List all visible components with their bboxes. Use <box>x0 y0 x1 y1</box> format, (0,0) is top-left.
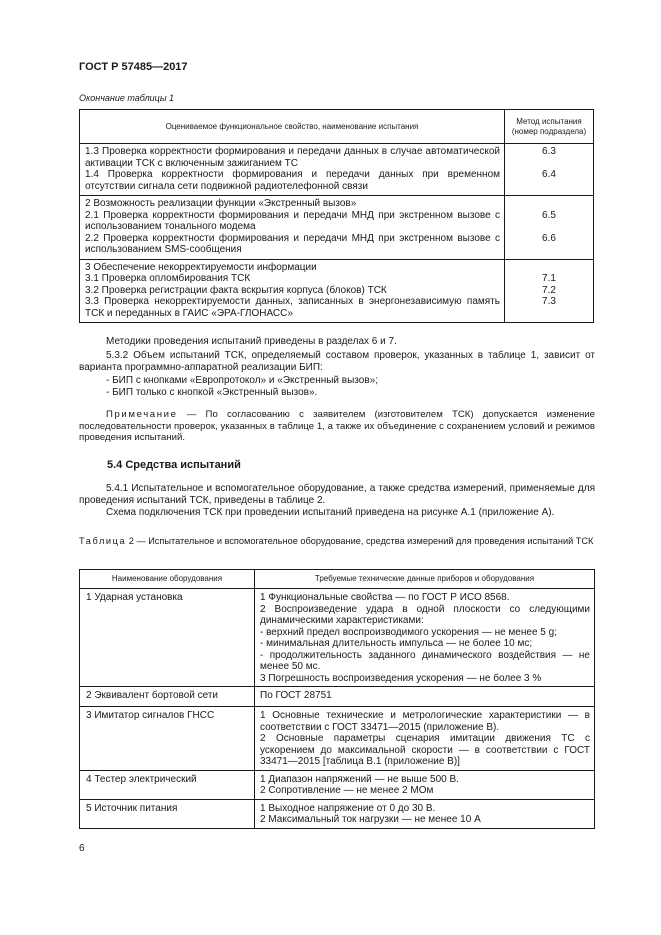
table2-spec-line: 1 Функциональные свойства — по ГОСТ Р ИСО 8568. <box>260 592 510 603</box>
table1-method-code: 7.2 <box>542 284 556 296</box>
table1-method-cell <box>505 196 594 260</box>
note-label: Примечание <box>106 409 178 420</box>
table1-method-code: 6.5 <box>542 209 556 221</box>
table1-line: 2.2 Проверка корректности формирования и передачи МНД при экстренном вызове с использованием SMS-сообщения <box>85 232 500 255</box>
bullet-list <box>79 375 595 398</box>
table2-row <box>80 589 595 687</box>
table2-row <box>80 770 595 799</box>
table2-specs-cell <box>255 707 595 771</box>
table2-spec-line: 1 Диапазон напряжений — не выше 500 В. <box>260 773 459 785</box>
bullet-item: - БИП с кнопками «Европротокол» и «Экстренный вызов»; <box>106 375 378 386</box>
section-heading: 5.4 Средства испытаний <box>107 459 241 471</box>
table1-row <box>80 259 594 323</box>
table1-row <box>80 196 594 260</box>
table1-line: 1.3 Проверка корректности формирования и передачи данных в случае автоматической активации ТСК с включенным зажиганием ТС <box>85 146 500 169</box>
table1-property-cell <box>80 196 505 260</box>
table1-method-code: 7.3 <box>542 296 556 307</box>
table1-row <box>80 144 594 196</box>
paragraph-5-3-2: 5.3.2 Объем испытаний ТСК, определяемый составом проверок, указанных в таблице 1, зависит от варианта программно-аппаратной реализации БИП: <box>79 350 595 373</box>
table1-method-cell <box>505 259 594 323</box>
paragraph-methods: Методики проведения испытаний приведены в разделах 6 и 7. <box>106 336 397 347</box>
table2-spec-line: 3 Погрешность воспроизведения ускорения — не более 3 % <box>260 672 542 684</box>
table2-header-specs: Требуемые технические данные приборов и оборудования <box>255 570 595 589</box>
table1 <box>79 109 594 323</box>
table2-row <box>80 799 595 828</box>
note <box>79 409 595 444</box>
table1-line: 3.2 Проверка регистрации факта вскрытия корпуса (блоков) ТСК <box>85 284 387 296</box>
table1-header-method: Метод испытания (номер подраздела) <box>505 110 594 144</box>
table2-spec-line: 2 Максимальный ток нагрузки — не менее 10 А <box>260 814 481 825</box>
table2-name-cell: 1 Ударная установка <box>80 589 255 687</box>
table2-specs-cell <box>255 687 595 707</box>
table2-name-cell: 2 Эквивалент бортовой сети <box>80 687 255 707</box>
table1-line: 3.1 Проверка опломбирования ТСК <box>85 273 251 284</box>
table2-specs-cell <box>255 799 595 828</box>
note-text: — По согласованию с заявителем (изготовителем ТСК) допускается изменение последовательности проверок, указанных в таблице 1, а также их объединение с сохранением условий и режимов проведения испытаний. <box>79 409 595 443</box>
table2-spec-line: 1 Основные технические и метрологические характеристики — в соответствии с ГОСТ 33471—2015 (приложение В). <box>260 710 590 733</box>
table1-method-code: 7.1 <box>542 273 556 284</box>
table1-method-code: 6.4 <box>542 169 556 180</box>
table2-spec-line: По ГОСТ 28751 <box>260 690 332 701</box>
table1-header-row <box>80 110 594 144</box>
table1-line: 2.1 Проверка корректности формирования и передачи МНД при экстренном вызове с использованием тонального модема <box>85 209 500 232</box>
paragraph-5-4-1: 5.4.1 Испытательное и вспомогательное оборудование, а также средства измерений, применяемые для проведения испытаний ТСК, приведены в таблице 2. <box>79 483 595 506</box>
table1-method-code: 6.6 <box>542 232 556 244</box>
paragraph-scheme: Схема подключения ТСК при проведении испытаний приведена на рисунке А.1 (приложение А). <box>106 507 555 518</box>
page-number: 6 <box>79 843 85 854</box>
table1-method-code: 6.3 <box>542 146 556 157</box>
table2-spec-line: - верхний предел воспроизводимого ускорения — не менее 5 g; <box>260 626 557 638</box>
table2-header-name: Наименование оборудования <box>80 570 255 589</box>
table2-name-cell: 5 Источник питания <box>80 799 255 828</box>
table2-caption-label: Таблица <box>79 536 127 546</box>
table2-spec-line: - минимальная длительность импульса — не более 10 мс; <box>260 638 533 649</box>
table1-line: 2 Возможность реализации функции «Экстренный вызов» <box>85 198 357 209</box>
table2-spec-line: - продолжительность заданного динамического воздействия — не менее 50 мс. <box>260 649 590 672</box>
table1-property-cell <box>80 144 505 196</box>
table1-property-cell <box>80 259 505 323</box>
table2-row <box>80 707 595 771</box>
table1-line: 3.3 Проверка некорректируемости данных, записанных в энергонезависимую память ТСК и переданных в ГАИС «ЭРА-ГЛОНАСС» <box>85 296 500 319</box>
table1-line: 1.4 Проверка корректности формирования и передачи данных при временном отсутствии сигнала сети подвижной радиотелефонной связи <box>85 169 500 192</box>
table2-header-row <box>80 570 595 589</box>
table2-spec-line: 1 Выходное напряжение от 0 до 30 В. <box>260 802 436 814</box>
table2-spec-line: 2 Сопротивление — не менее 2 МОм <box>260 785 434 796</box>
table2-name-cell: 4 Тестер электрический <box>80 770 255 799</box>
table1-caption: Окончание таблицы 1 <box>79 93 174 103</box>
table2-caption-text: 2 — Испытательное и вспомогательное оборудование, средства измерений для проведения испытаний ТСК <box>126 536 594 546</box>
table2-specs-cell <box>255 589 595 687</box>
document-header: ГОСТ Р 57485—2017 <box>79 61 188 73</box>
table2-caption <box>79 536 595 547</box>
table1-method-cell <box>505 144 594 196</box>
bullet-item: - БИП только с кнопкой «Экстренный вызов». <box>106 386 318 398</box>
table2-row <box>80 687 595 707</box>
table2-spec-line: 2 Воспроизведение удара в одной плоскости со следующими динамическими характеристиками: <box>260 603 590 626</box>
table2 <box>79 569 595 829</box>
table2-specs-cell <box>255 770 595 799</box>
table1-header-property: Оцениваемое функциональное свойство, наименование испытания <box>80 110 505 144</box>
table2-name-cell: 3 Имитатор сигналов ГНСС <box>80 707 255 771</box>
table2-spec-line: 2 Основные параметры сценария имитации движения ТС с ускорением до максимальной скорости — в соответствии с ГОСТ 33471—2015 [таблица В.1 (приложение В)] <box>260 733 590 767</box>
table1-line: 3 Обеспечение некорректируемости информации <box>85 261 317 273</box>
